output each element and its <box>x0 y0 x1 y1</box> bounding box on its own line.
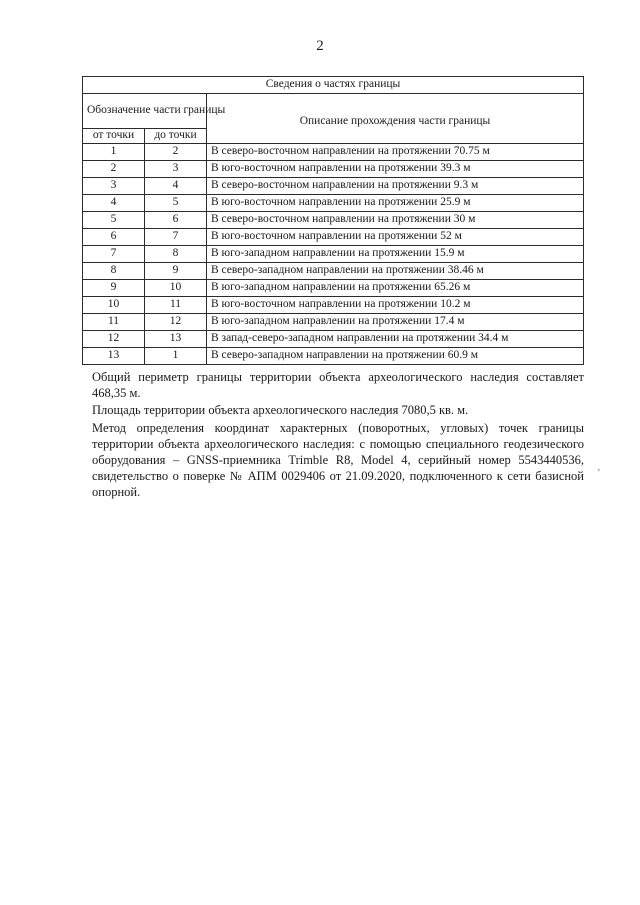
segment-description: В юго-западном направлении на протяжении 65.26 м <box>207 280 584 297</box>
table-row <box>83 229 584 246</box>
table-row <box>83 331 584 348</box>
table-caption: Сведения о частях границы <box>83 77 584 94</box>
segment-description: В юго-западном направлении на протяжении 17.4 м <box>207 314 584 331</box>
segment-description: В северо-западном направлении на протяжении 38.46 м <box>207 263 584 280</box>
to-point: 4 <box>145 178 207 195</box>
from-point: 1 <box>83 144 145 161</box>
to-point: 6 <box>145 212 207 229</box>
segment-description: В северо-восточном направлении на протяжении 70.75 м <box>207 144 584 161</box>
from-point: 10 <box>83 297 145 314</box>
from-point: 4 <box>83 195 145 212</box>
boundary-parts-table <box>82 76 584 365</box>
designation-header: Обозначение части границы <box>83 94 207 129</box>
to-point: 1 <box>145 348 207 365</box>
segment-description: В юго-восточном направлении на протяжении 52 м <box>207 229 584 246</box>
to-point-header: до точки <box>145 129 207 144</box>
table-row <box>83 178 584 195</box>
from-point: 5 <box>83 212 145 229</box>
from-point: 2 <box>83 161 145 178</box>
page-number: 2 <box>316 38 324 54</box>
to-point: 12 <box>145 314 207 331</box>
description-header: Описание прохождения части границы <box>207 94 584 144</box>
from-point: 8 <box>83 263 145 280</box>
from-point: 6 <box>83 229 145 246</box>
table-row <box>83 263 584 280</box>
from-point: 9 <box>83 280 145 297</box>
from-point: 12 <box>83 331 145 348</box>
method-paragraph: Метод определения координат характерных (поворотных, угловых) точек границы территории объекта археологического наследия: с помощью специального геодезического оборудования – GNSS-приемника Trimble R8, Model 4, серийный номер 5543440536, свидетельство о поверке № АПМ 0029406 от 21.09.2020, подключенного к сети базисной опорной. <box>92 421 584 499</box>
segment-description: В северо-западном направлении на протяжении 60.9 м <box>207 348 584 365</box>
to-point: 13 <box>145 331 207 348</box>
perimeter-paragraph: Общий периметр границы территории объекта археологического наследия составляет 468,35 м. <box>92 370 584 400</box>
to-point: 10 <box>145 280 207 297</box>
from-point: 13 <box>83 348 145 365</box>
table-row <box>83 314 584 331</box>
table-row <box>83 297 584 314</box>
segment-description: В юго-западном направлении на протяжении 15.9 м <box>207 246 584 263</box>
from-point: 3 <box>83 178 145 195</box>
from-point: 11 <box>83 314 145 331</box>
segment-description: В северо-восточном направлении на протяжении 9.3 м <box>207 178 584 195</box>
table-row <box>83 246 584 263</box>
table-row <box>83 161 584 178</box>
segment-description: В запад-северо-западном направлении на протяжении 34.4 м <box>207 331 584 348</box>
area-paragraph: Площадь территории объекта археологического наследия 7080,5 кв. м. <box>92 403 469 417</box>
to-point: 9 <box>145 263 207 280</box>
table-row <box>83 348 584 365</box>
table-row <box>83 195 584 212</box>
to-point: 7 <box>145 229 207 246</box>
from-point: 7 <box>83 246 145 263</box>
table-row <box>83 144 584 161</box>
segment-description: В юго-восточном направлении на протяжении 25.9 м <box>207 195 584 212</box>
segment-description: В юго-восточном направлении на протяжении 10.2 м <box>207 297 584 314</box>
segment-description: В юго-восточном направлении на протяжении 39.3 м <box>207 161 584 178</box>
to-point: 8 <box>145 246 207 263</box>
table-row <box>83 212 584 229</box>
to-point: 2 <box>145 144 207 161</box>
segment-description: В северо-восточном направлении на протяжении 30 м <box>207 212 584 229</box>
from-point-header: от точки <box>83 129 145 144</box>
to-point: 11 <box>145 297 207 314</box>
to-point: 5 <box>145 195 207 212</box>
to-point: 3 <box>145 161 207 178</box>
margin-mark: ' <box>598 468 600 479</box>
table-row <box>83 280 584 297</box>
